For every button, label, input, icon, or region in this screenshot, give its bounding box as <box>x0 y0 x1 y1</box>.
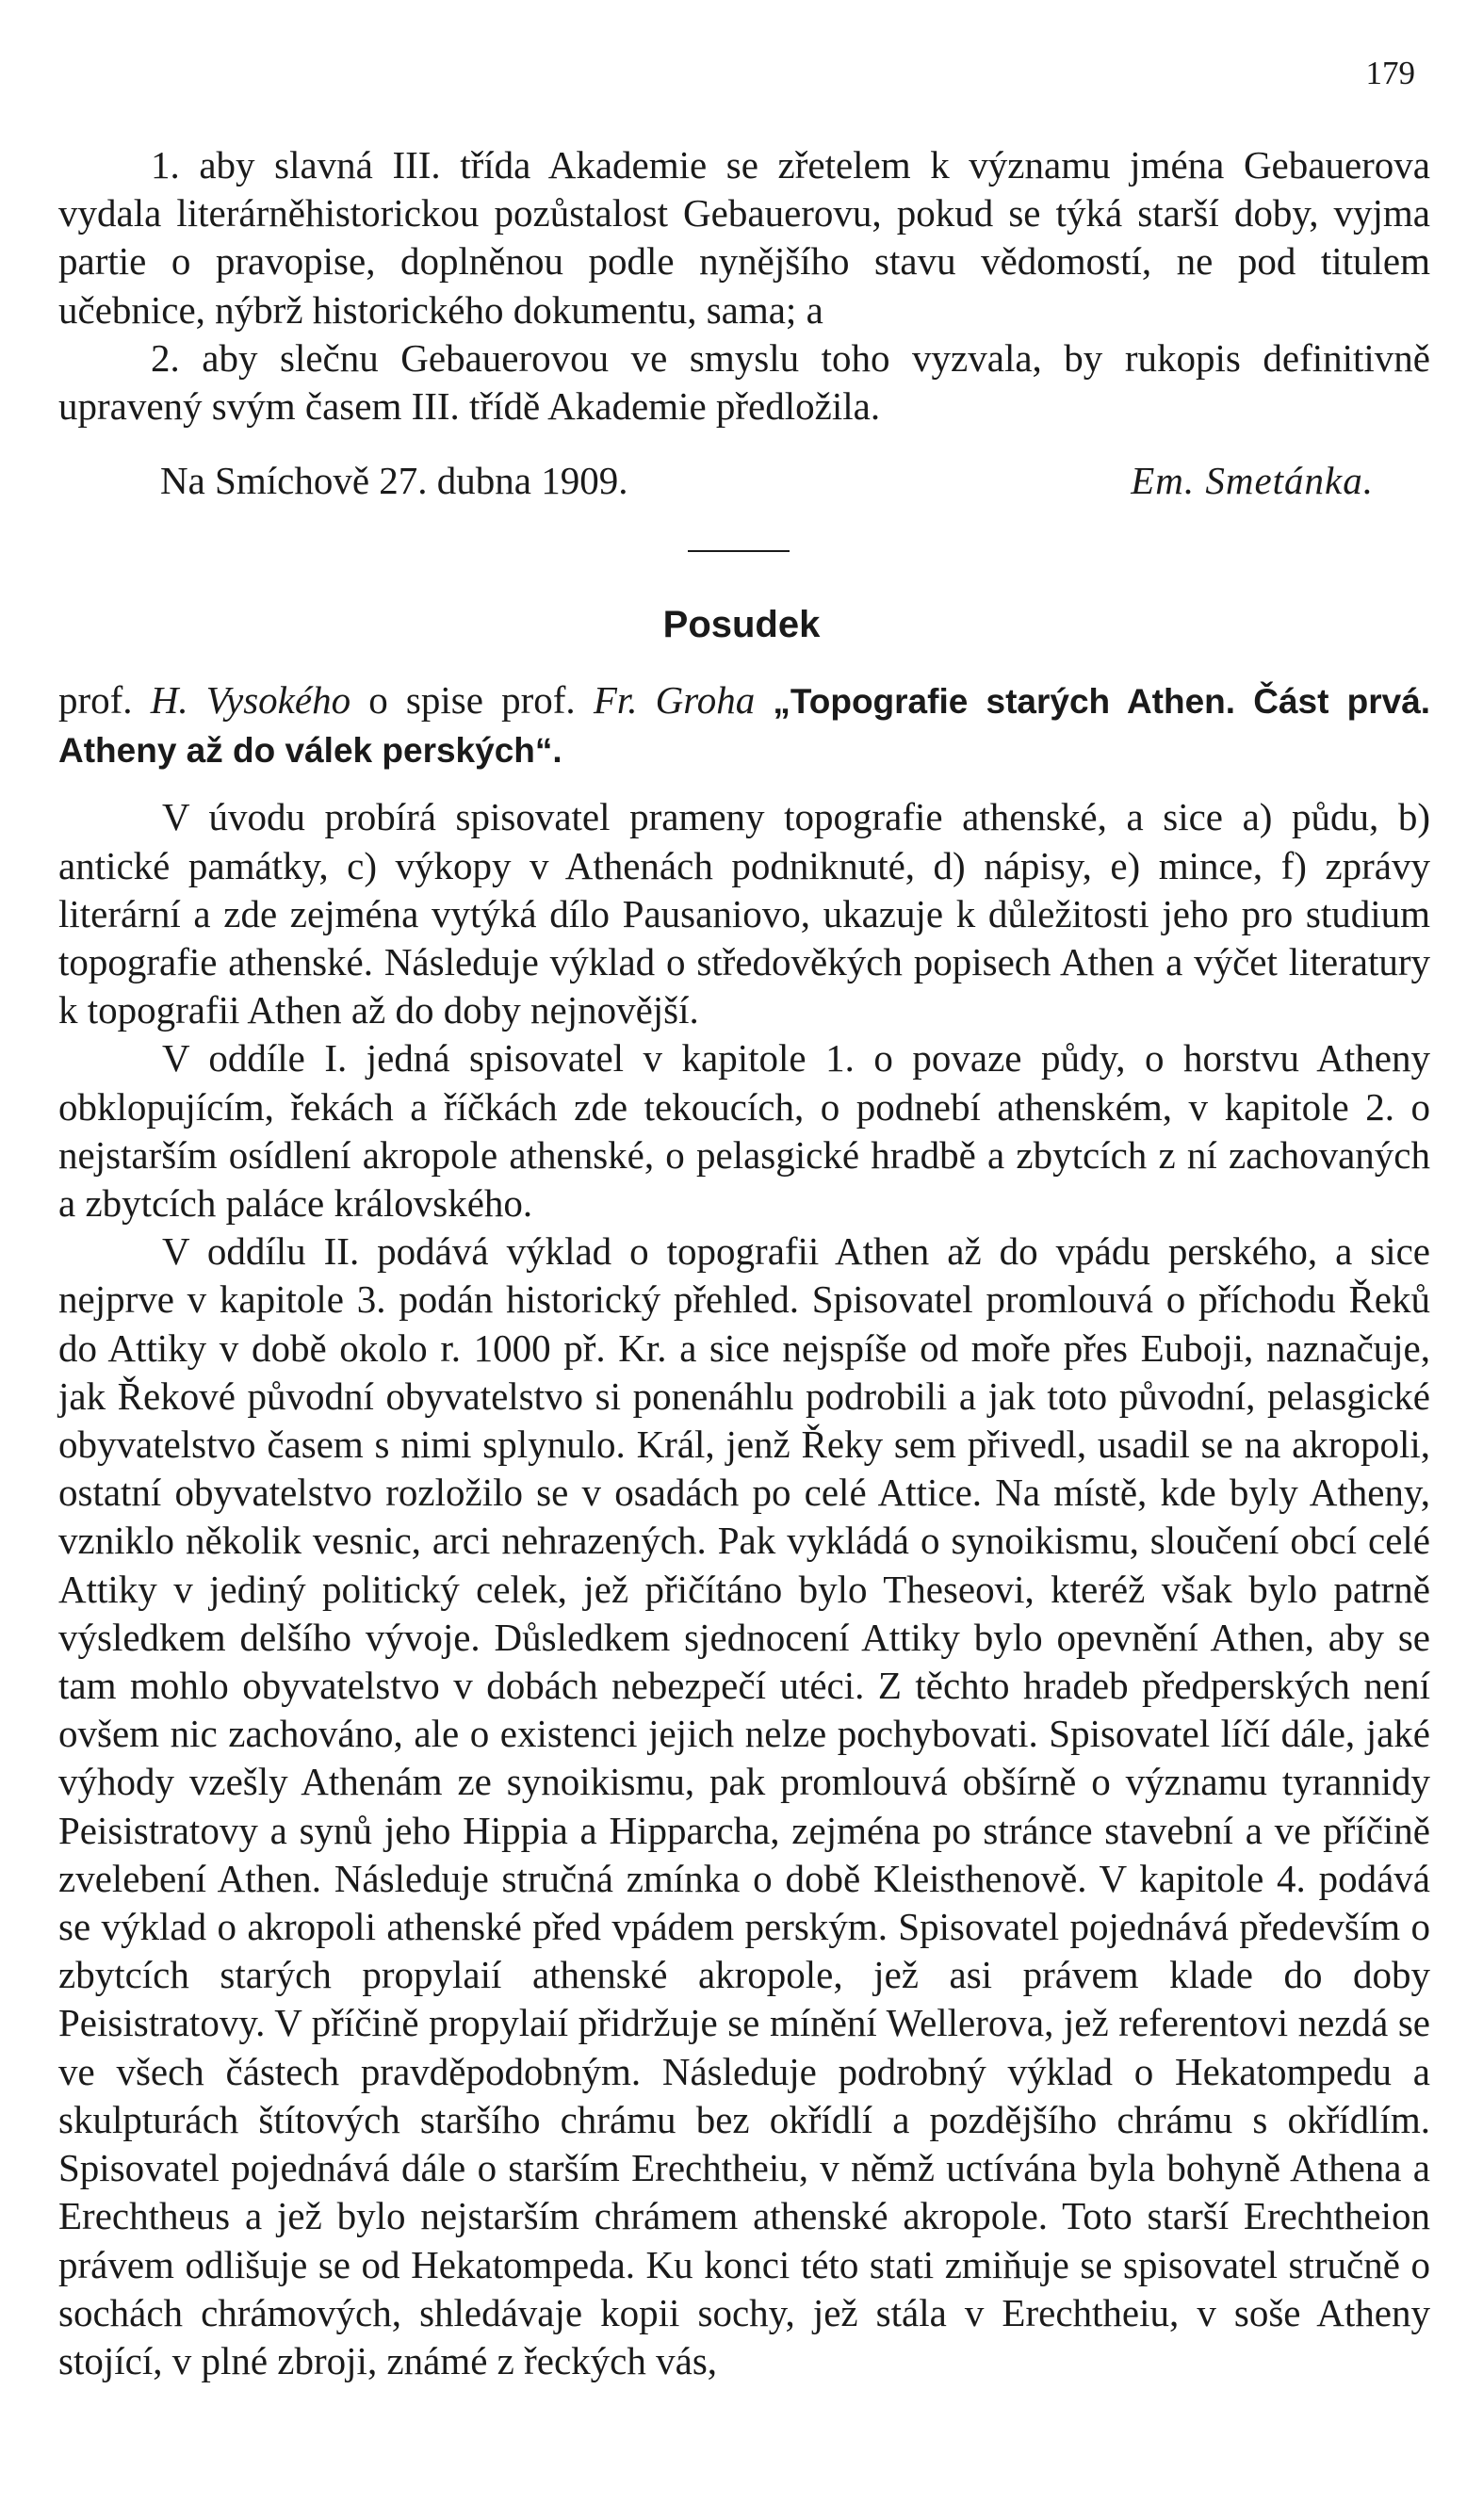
book-title: „Topografie starých Athen. Část prvá. Atheny až do válek perských“. <box>58 682 1431 771</box>
review-subtitle <box>58 676 1430 774</box>
section-divider <box>688 550 790 552</box>
review-paragraph: V oddíle I. jedná spisovatel v kapitole 1. o povaze půdy, o horstvu Atheny obklopujícím, řekách a říčkách zde tekoucích, o podnebí athenském, v kapitole 2. o nejstarším osídlení akropole athenské, o pelasgické hradbě a zbytcích z ní zachovaných a zbytcích paláce královského. <box>58 1036 1430 1226</box>
reviewer-name: H. Vysokého <box>150 678 351 722</box>
subtitle-prof: prof. <box>58 678 133 722</box>
author-name: Fr. Groha <box>593 678 756 722</box>
place-date: Na Smíchově 27. dubna 1909. <box>160 459 628 502</box>
page-number: 179 <box>1365 55 1415 91</box>
review-body <box>58 676 1430 2385</box>
signature: Em. Smetánka. <box>1131 459 1374 502</box>
resolution-point-1: 1. aby slavná III. třída Akademie se zřetelem k významu jména Gebauerova vydala literárněhistorickou pozůstalost Gebauerovu, pokud se týká starší doby, vyjma partie o pravopise, doplněnou podle nynějšího stavu vědomostí, ne pod titulem učebnice, nýbrž historického dokumentu, sama; a <box>58 143 1430 332</box>
section-heading: Posudek <box>662 604 821 645</box>
subtitle-o-spise: o spise prof. <box>368 678 576 722</box>
signature-line <box>58 457 1430 505</box>
resolution-point-2: 2. aby slečnu Gebauerovou ve smyslu toho vyzvala, by rukopis definitivně upravený svým časem III. třídě Akademie předložila. <box>58 335 1430 429</box>
review-paragraph: V úvodu probírá spisovatel prameny topografie athenské, a sice a) půdu, b) antické památky, c) výkopy v Athenách podniknuté, d) nápisy, e) mince, f) zprávy literární a zde zejména vytýká dílo Pausaniovo, ukazuje k důležitosti jeho pro studium topografie athenské. Následuje výklad o středověkých popisech Athen a výčet literatury k topografii Athen až do doby nejnovější. <box>58 795 1430 1032</box>
resolution-block <box>58 141 1430 431</box>
review-paragraph: V oddílu II. podává výklad o topografii Athen až do vpádu perského, a sice nejprve v kapitole 3. podán historický přehled. Spisovatel promlouvá o příchodu Řeků do Attiky v době okolo r. 1000 př. Kr. a sice nejspíše od moře přes Euboji, naznačuje, jak Řekové původní obyvatelstvo si ponenáhlu podrobili a jak toto původní, pelasgické obyvatelstvo časem s nimi splynulo. Král, jenž Řeky sem přivedl, usadil se na akropoli, ostatní obyvatelstvo rozložilo se v osadách po celé Attice. Na místě, kde byly Atheny, vzniklo několik vesnic, arci nehrazených. Pak vykládá o synoikismu, sloučení obcí celé Attiky v jediný politický celek, jež přičítáno bylo Theseovi, kteréž však bylo patrně výsledkem delšího vývoje. Důsledkem sjednocení Attiky bylo opevnění Athen, aby se tam mohlo obyvatelstvo v dobách nebezpečí utéci. Z těchto hradeb předperských není ovšem nic zachováno, ale o existenci jejich nelze pochybovati. Spisovatel líčí dále, jaké výhody vzešly Athenám ze synoikismu, pak promlouvá obšírně o významu tyrannidy Peisistratovy a synů jeho Hippia a Hipparcha, zejména po stránce stavební a ve příčině zvelebení Athen. Následuje stručná zmínka o době Kleisthenově. V kapitole 4. podává se výklad o akropoli athenské před vpádem perským. Spisovatel pojednává především o zbytcích starých propylaií athenské akropole, jež asi právem klade do doby Peisistratovy. V příčině propylaií přidržuje se mínění Wellerova, jež referentovi nezdá se ve všech částech pravděpodobným. Následuje podrobný výklad o Hekatompedu a skulpturách štítových staršího chrámu bez okřídlí a pozdějšího chrámu s okřídlím. Spisovatel pojednává dále o starším Erechtheiu, v němž uctívána byla bohyně Athena a Erechtheus a jež bylo nejstarším chrámem athenské akropole. Toto starší Erechtheion právem odlišuje se od Hekatompeda. Ku konci této stati zmiňuje se spisovatel stručně o sochách chrámových, shledávaje kopii sochy, jež stála v Erechtheiu, v soše Atheny stojící, v plné zbroji, známé z řeckých vás, <box>58 1229 1430 2382</box>
